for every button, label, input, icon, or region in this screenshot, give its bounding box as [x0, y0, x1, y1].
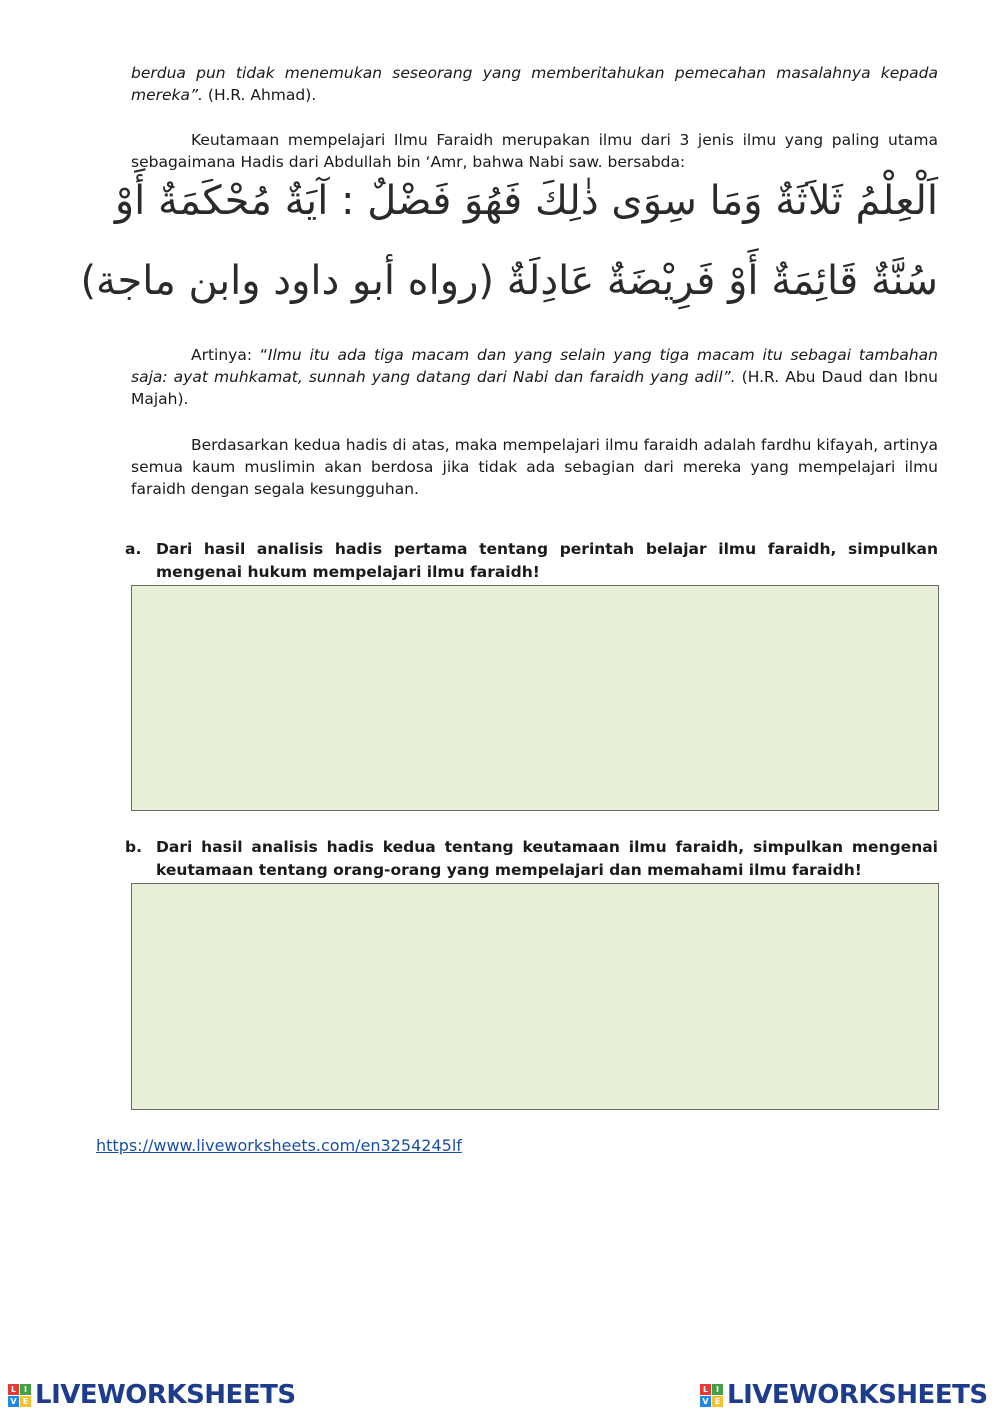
answer-b-input[interactable]: [131, 883, 939, 1110]
brand-logo-right: [700, 1380, 988, 1410]
arabic-hadith-line-1: اَلْعِلْمُ ثَلاَثَةٌ وَمَا سِوَى ذٰلِكَ فَهُوَ فَضْلٌ : آيَةٌ مُحْكَمَةٌ أَوْ: [114, 178, 938, 224]
question-b: [125, 836, 938, 882]
answer-a-input[interactable]: [131, 585, 939, 811]
brand-name: LIVEWORKSHEETS: [727, 1380, 988, 1410]
logo-letter: E: [712, 1396, 723, 1407]
logo-letter: V: [8, 1396, 19, 1407]
conclusion-paragraph: Berdasarkan kedua hadis di atas, maka mempelajari ilmu faraidh adalah fardhu kifayah, artinya semua kaum muslimin akan berdosa jika tidak ada sebagian dari mereka yang mempelajari ilmu faraidh dengan segala kesungguhan.: [131, 436, 938, 498]
question-b-letter: b.: [125, 838, 142, 856]
logo-letter: E: [20, 1396, 31, 1407]
question-a-letter: a.: [125, 540, 142, 558]
arabic-hadith-line-2: سُنَّةٌ قَائِمَةٌ أَوْ فَرِيْضَةٌ عَادِلَةٌ (رواه أبو داود وابن ماجة): [80, 258, 938, 304]
brand-logo-left: [8, 1380, 296, 1410]
question-a: [125, 538, 938, 584]
intro-quote: berdua pun tidak menemukan seseorang yang memberitahukan pemecahan masalahnya kepada mereka”.: [131, 64, 938, 104]
intro-reference: (H.R. Ahmad).: [202, 86, 317, 104]
worksheet-link[interactable]: https://www.liveworksheets.com/en3254245lf: [96, 1136, 462, 1155]
logo-letter: I: [20, 1384, 31, 1395]
logo-letter: I: [712, 1384, 723, 1395]
liveworksheets-logo-icon: [8, 1384, 31, 1407]
translation-reference: (H.R. Abu Daud dan Ibnu Majah).: [131, 368, 938, 408]
translation-prefix: Artinya: “: [191, 346, 268, 364]
question-a-text: Dari hasil analisis hadis pertama tentang perintah belajar ilmu faraidh, simpulkan mengenai hukum mempelajari ilmu faraidh!: [156, 540, 938, 581]
virtue-paragraph: Keutamaan mempelajari Ilmu Faraidh merupakan ilmu dari 3 jenis ilmu yang paling utama sebagaimana Hadis dari Abdullah bin ‘Amr, bahwa Nabi saw. bersabda:: [131, 131, 938, 171]
brand-name: LIVEWORKSHEETS: [35, 1380, 296, 1410]
intro-paragraph: [131, 62, 938, 106]
translation-paragraph: [131, 344, 938, 410]
logo-letter: L: [8, 1384, 19, 1395]
liveworksheets-logo-icon: [700, 1384, 723, 1407]
translation-quote: Ilmu itu ada tiga macam dan yang selain yang tiga macam itu sebagai tambahan saja: ayat muhkamat, sunnah yang datang dari Nabi dan faraidh yang adil”.: [131, 346, 938, 386]
logo-letter: V: [700, 1396, 711, 1407]
logo-letter: L: [700, 1384, 711, 1395]
question-b-text: Dari hasil analisis hadis kedua tentang keutamaan ilmu faraidh, simpulkan mengenai keutamaan tentang orang-orang yang mempelajari dan memahami ilmu faraidh!: [156, 838, 938, 879]
